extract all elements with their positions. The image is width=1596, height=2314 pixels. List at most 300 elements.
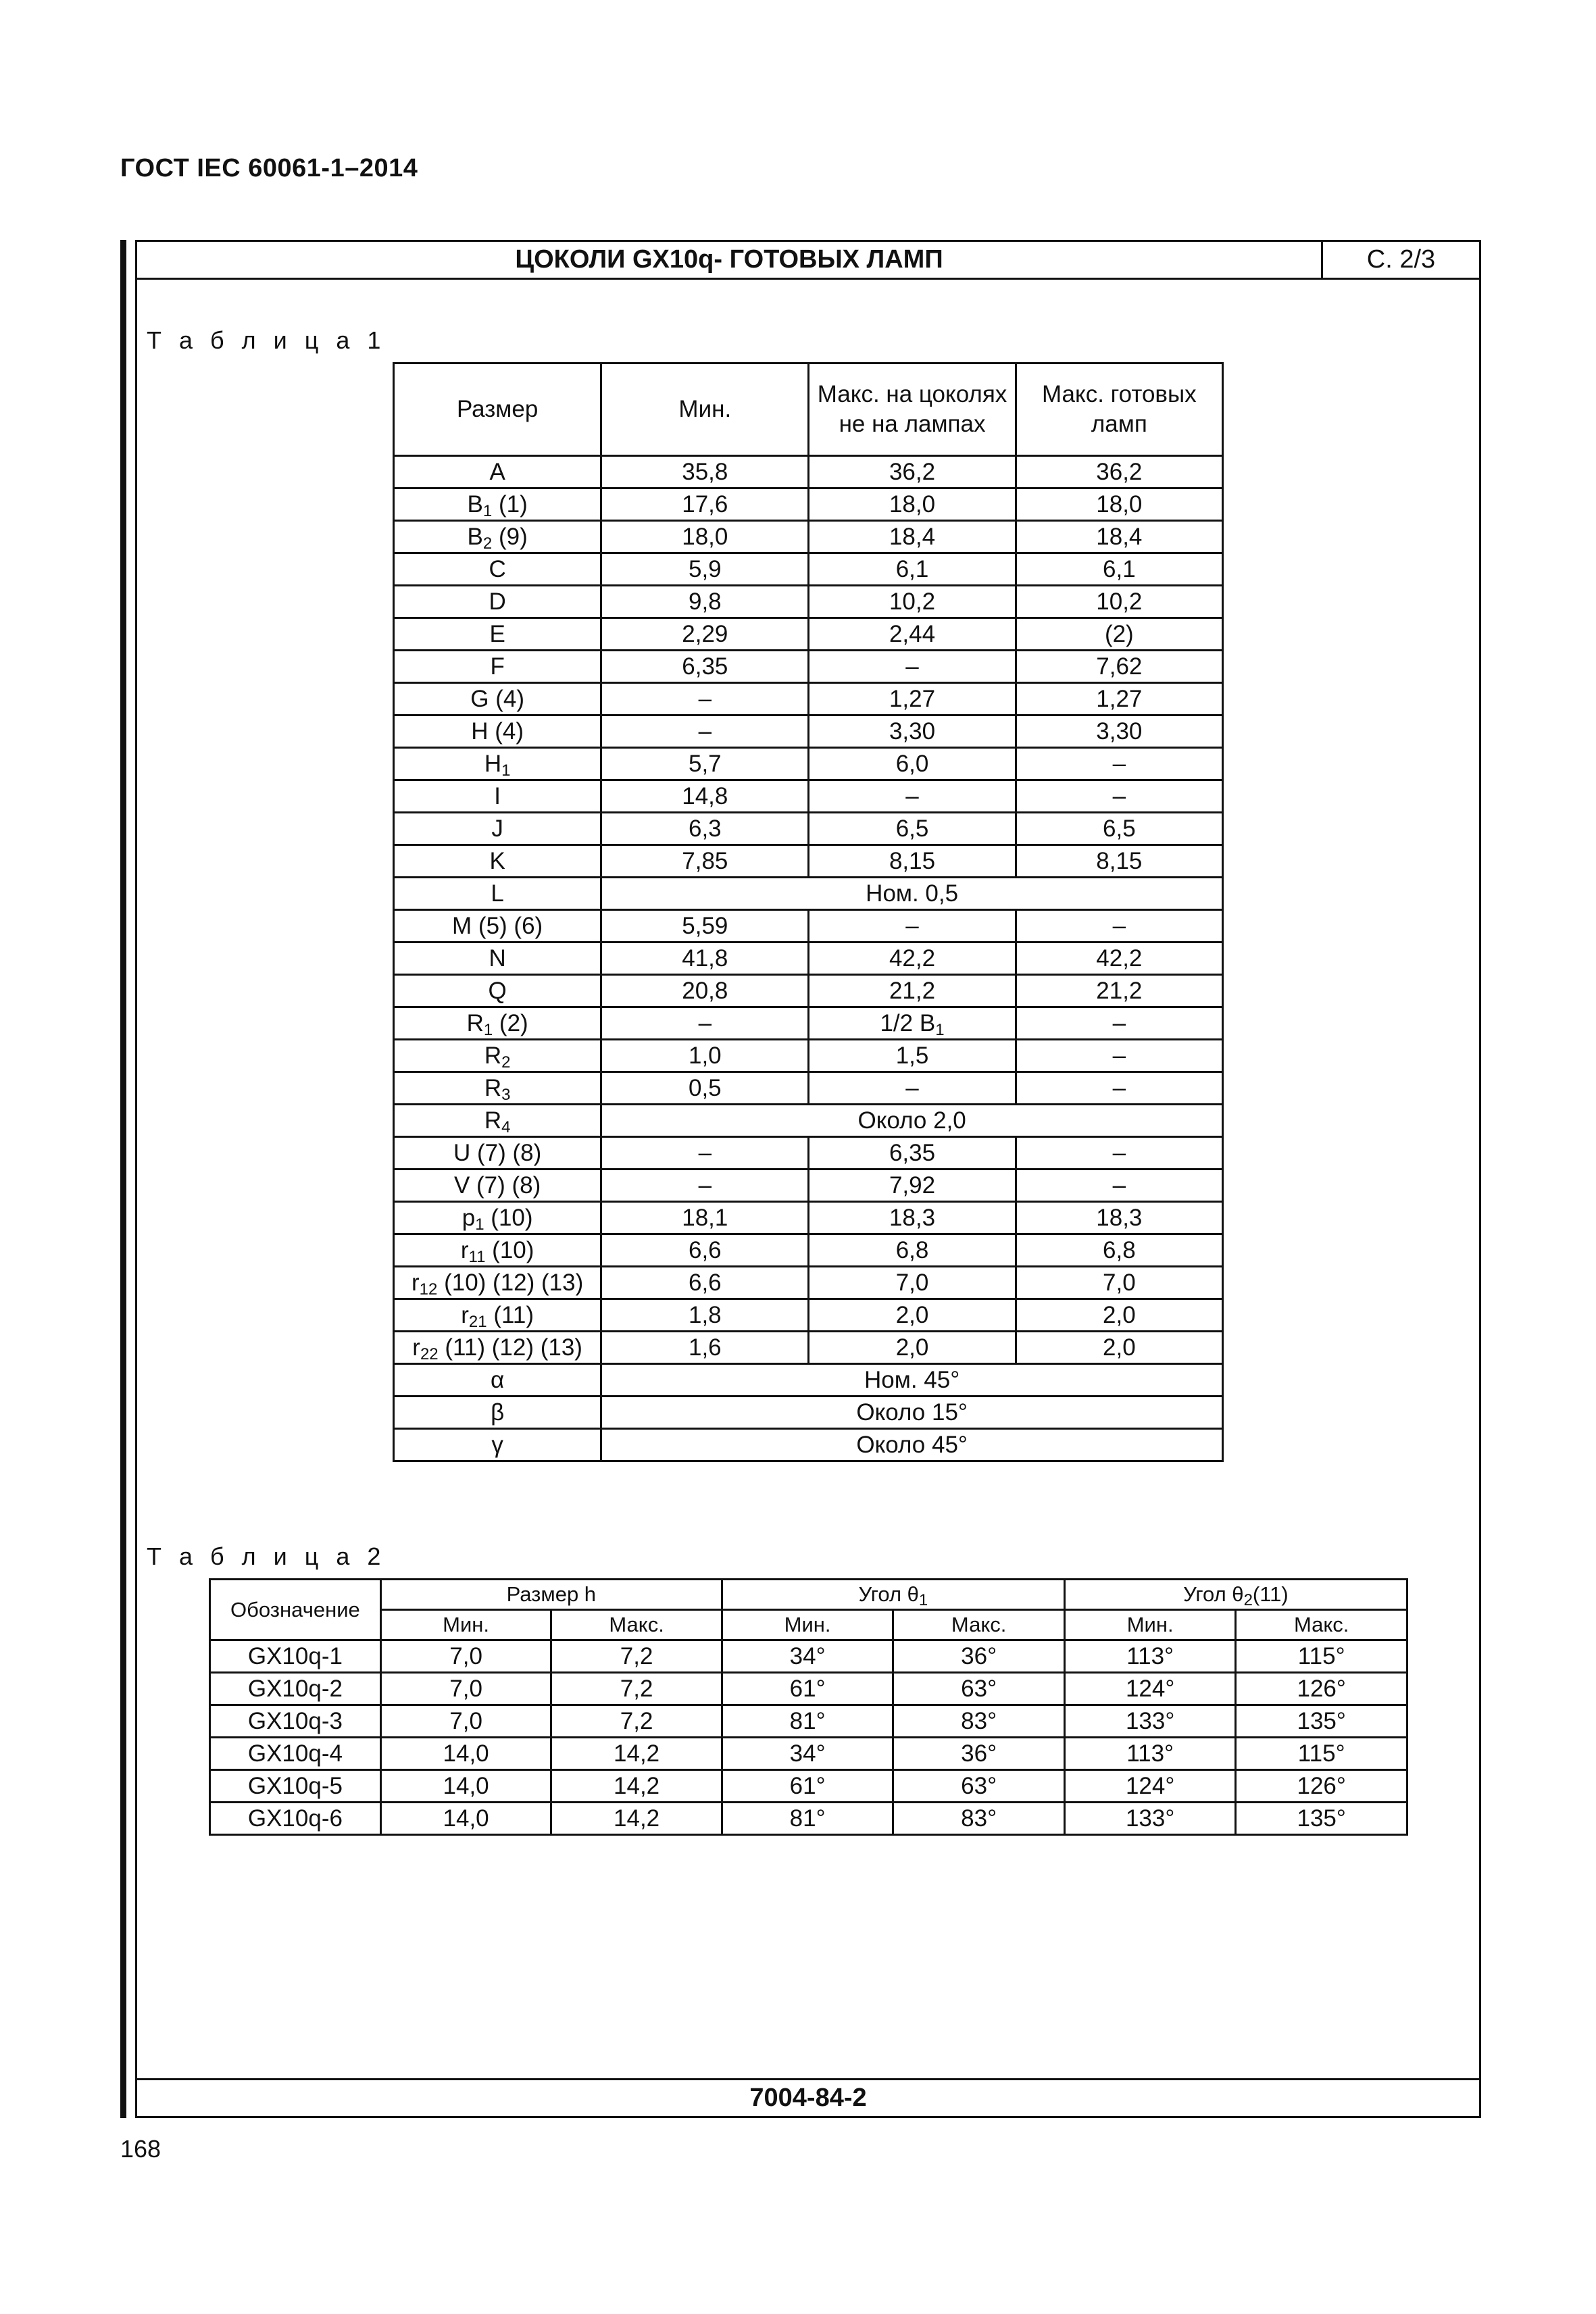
min-cell: 41,8 xyxy=(601,942,809,975)
max-base-value: 1,5 xyxy=(895,1042,929,1069)
max-lamp-cell: 8,15 xyxy=(1016,845,1222,878)
max-lamp-cell: 2,0 xyxy=(1016,1299,1222,1332)
dimension-symbol: H (4) xyxy=(471,718,524,745)
max-lamp-cell: 3,30 xyxy=(1016,715,1222,748)
max-base-cell xyxy=(809,975,1016,1007)
table-row xyxy=(394,488,1223,521)
table-row xyxy=(210,1770,1407,1803)
designation-cell: GX10q-6 xyxy=(210,1803,381,1835)
header-max-base: Макс. на цоколях не на лампах xyxy=(809,363,1016,456)
a2-max-cell: 126° xyxy=(1236,1673,1407,1705)
table2-label: Т а б л и ц а 2 xyxy=(147,1542,386,1570)
max-base-cell xyxy=(809,1267,1016,1299)
a2-max-cell: 115° xyxy=(1236,1738,1407,1770)
max-lamp-cell: 18,3 xyxy=(1016,1202,1222,1234)
dimension-subscript: 3 xyxy=(501,1085,511,1104)
max-base-cell xyxy=(809,715,1016,748)
table-row xyxy=(394,878,1223,910)
table-row xyxy=(394,1332,1223,1364)
a1-max-cell: 83° xyxy=(893,1705,1065,1738)
table-row xyxy=(394,813,1223,845)
subheader-min: Мин. xyxy=(1064,1610,1236,1640)
dimension-cell xyxy=(394,1267,601,1299)
max-base-cell xyxy=(809,553,1016,586)
designation-cell: GX10q-2 xyxy=(210,1673,381,1705)
min-cell: – xyxy=(601,1169,809,1202)
dimension-symbol: r xyxy=(461,1301,469,1328)
max-base-cell xyxy=(809,683,1016,715)
dimension-note: (11) (12) (13) xyxy=(438,1334,582,1361)
dimension-symbol: γ xyxy=(491,1431,503,1458)
dimension-cell xyxy=(394,715,601,748)
max-base-value: 6,1 xyxy=(895,555,929,582)
a1-min-cell: 34° xyxy=(722,1640,893,1673)
min-cell: 6,6 xyxy=(601,1234,809,1267)
h-max-cell: 14,2 xyxy=(551,1770,722,1803)
max-base-cell xyxy=(809,813,1016,845)
max-base-value: 2,44 xyxy=(889,620,936,647)
table-row xyxy=(210,1738,1407,1770)
dimension-cell xyxy=(394,1105,601,1137)
dimension-symbol: C xyxy=(489,555,506,582)
merged-value-cell: Ном. 45° xyxy=(601,1364,1223,1397)
min-cell: – xyxy=(601,1007,809,1040)
dimension-cell xyxy=(394,456,601,488)
table-row xyxy=(394,942,1223,975)
max-base-value: 3,30 xyxy=(889,718,936,745)
angles-table xyxy=(209,1578,1408,1836)
dimension-cell xyxy=(394,1040,601,1072)
dimension-symbol: R xyxy=(466,1009,484,1036)
max-base-cell xyxy=(809,1072,1016,1105)
title-bar xyxy=(137,242,1479,280)
dimension-symbol: H xyxy=(484,750,502,777)
min-cell: 5,9 xyxy=(601,553,809,586)
merged-value-cell: Около 2,0 xyxy=(601,1105,1223,1137)
max-base-cell xyxy=(809,942,1016,975)
min-cell: 6,3 xyxy=(601,813,809,845)
table-row xyxy=(210,1705,1407,1738)
max-lamp-cell: 6,1 xyxy=(1016,553,1222,586)
a2-min-cell: 124° xyxy=(1064,1673,1236,1705)
dimension-subscript: 1 xyxy=(501,761,511,780)
dimension-cell xyxy=(394,748,601,780)
min-cell: 0,5 xyxy=(601,1072,809,1105)
a1-min-cell: 81° xyxy=(722,1803,893,1835)
max-lamp-cell: 7,0 xyxy=(1016,1267,1222,1299)
max-lamp-cell: 1,27 xyxy=(1016,683,1222,715)
table-row xyxy=(394,1267,1223,1299)
max-base-value: 1,27 xyxy=(889,685,936,712)
table-row xyxy=(394,1169,1223,1202)
page-number: 168 xyxy=(120,2135,161,2163)
max-base-cell xyxy=(809,1202,1016,1234)
dimension-symbol: r xyxy=(412,1334,420,1361)
max-base-value: 7,0 xyxy=(895,1269,929,1296)
table-row xyxy=(394,1040,1223,1072)
dimension-symbol: R xyxy=(484,1042,502,1069)
table2-header-row xyxy=(210,1580,1407,1610)
max-base-value: – xyxy=(905,782,919,809)
table-row xyxy=(394,1007,1223,1040)
max-base-cell xyxy=(809,1040,1016,1072)
table-row xyxy=(394,910,1223,942)
max-lamp-cell: – xyxy=(1016,1169,1222,1202)
max-base-value: – xyxy=(905,1074,919,1101)
max-base-value: 18,4 xyxy=(889,523,936,550)
min-cell: 14,8 xyxy=(601,780,809,813)
max-lamp-cell: – xyxy=(1016,1137,1222,1169)
header-min: Мин. xyxy=(601,363,809,456)
max-lamp-cell: 10,2 xyxy=(1016,586,1222,618)
max-lamp-cell: – xyxy=(1016,1072,1222,1105)
min-cell: 2,29 xyxy=(601,618,809,651)
dimension-symbol: r xyxy=(460,1236,469,1263)
max-lamp-cell: – xyxy=(1016,1007,1222,1040)
dimension-symbol: B xyxy=(467,523,483,550)
table2-subheader-row xyxy=(210,1610,1407,1640)
dimension-subscript: 2 xyxy=(501,1053,511,1072)
table-row xyxy=(394,1299,1223,1332)
max-lamp-cell: 7,62 xyxy=(1016,651,1222,683)
table1-label: Т а б л и ц а 1 xyxy=(147,326,386,354)
table-row xyxy=(394,1202,1223,1234)
min-cell: 17,6 xyxy=(601,488,809,521)
change-bar xyxy=(120,240,126,2118)
table-row xyxy=(394,651,1223,683)
max-base-value: 6,35 xyxy=(889,1139,936,1166)
subheader-max: Макс. xyxy=(893,1610,1065,1640)
dimension-cell xyxy=(394,1072,601,1105)
dimension-cell xyxy=(394,521,601,553)
table-row xyxy=(394,456,1223,488)
max-base-value: 6,8 xyxy=(895,1236,929,1263)
max-lamp-cell: (2) xyxy=(1016,618,1222,651)
dimension-subscript: 21 xyxy=(468,1312,487,1331)
dimension-cell xyxy=(394,683,601,715)
dimension-subscript: 4 xyxy=(501,1117,511,1136)
dimension-cell xyxy=(394,975,601,1007)
max-base-cell xyxy=(809,1007,1016,1040)
dimension-note: (11) xyxy=(487,1301,534,1328)
dimension-cell xyxy=(394,651,601,683)
min-cell: – xyxy=(601,715,809,748)
dimension-symbol: J xyxy=(491,815,503,842)
max-base-cell xyxy=(809,910,1016,942)
min-cell: – xyxy=(601,1137,809,1169)
dimension-symbol: β xyxy=(491,1399,505,1426)
max-base-cell xyxy=(809,651,1016,683)
subheader-min: Мин. xyxy=(722,1610,893,1640)
dimension-cell xyxy=(394,1332,601,1364)
min-cell: 6,6 xyxy=(601,1267,809,1299)
dimension-symbol: K xyxy=(489,847,505,874)
table-row xyxy=(394,748,1223,780)
table-row xyxy=(394,780,1223,813)
table-row xyxy=(210,1803,1407,1835)
max-base-cell xyxy=(809,748,1016,780)
h-max-cell: 7,2 xyxy=(551,1640,722,1673)
sheet-title: ЦОКОЛИ GX10q- ГОТОВЫХ ЛАМП xyxy=(515,245,943,274)
max-base-cell xyxy=(809,456,1016,488)
dimension-cell xyxy=(394,845,601,878)
table-row xyxy=(394,521,1223,553)
dimension-cell xyxy=(394,1364,601,1397)
dimension-symbol: L xyxy=(491,880,504,907)
max-base-cell xyxy=(809,1299,1016,1332)
h-max-cell: 14,2 xyxy=(551,1738,722,1770)
a1-max-cell: 63° xyxy=(893,1673,1065,1705)
max-lamp-cell: 42,2 xyxy=(1016,942,1222,975)
min-cell: 6,35 xyxy=(601,651,809,683)
table-row xyxy=(394,1234,1223,1267)
table-row xyxy=(394,715,1223,748)
h-min-cell: 7,0 xyxy=(380,1705,551,1738)
h-min-cell: 7,0 xyxy=(380,1673,551,1705)
max-base-value: 8,15 xyxy=(889,847,936,874)
max-lamp-cell: – xyxy=(1016,1040,1222,1072)
dimension-cell xyxy=(394,1397,601,1429)
a2-min-cell: 133° xyxy=(1064,1803,1236,1835)
dimension-subscript: 12 xyxy=(419,1280,438,1299)
dimension-note: (10) xyxy=(485,1236,534,1263)
dimensions-table xyxy=(393,362,1224,1462)
max-base-value: 6,0 xyxy=(895,750,929,777)
dimension-symbol: I xyxy=(494,782,501,809)
a2-max-cell: 135° xyxy=(1236,1803,1407,1835)
a2-max-cell: 135° xyxy=(1236,1705,1407,1738)
merged-value-cell: Ном. 0,5 xyxy=(601,878,1223,910)
min-cell: – xyxy=(601,683,809,715)
a2-min-cell: 113° xyxy=(1064,1640,1236,1673)
header-size-h: Размер h xyxy=(380,1580,722,1610)
dimension-symbol: U (7) (8) xyxy=(453,1139,542,1166)
table-row xyxy=(394,845,1223,878)
dimension-symbol: G (4) xyxy=(470,685,524,712)
a1-min-cell: 81° xyxy=(722,1705,893,1738)
max-lamp-cell: 6,5 xyxy=(1016,813,1222,845)
header-angle2: Угол $\theta_2(11)$ xyxy=(1064,1580,1407,1610)
dimension-cell xyxy=(394,618,601,651)
dimension-cell xyxy=(394,1202,601,1234)
min-cell: 5,7 xyxy=(601,748,809,780)
dimension-cell xyxy=(394,780,601,813)
max-lamp-cell: 2,0 xyxy=(1016,1332,1222,1364)
a1-min-cell: 34° xyxy=(722,1738,893,1770)
table-row xyxy=(394,975,1223,1007)
dimension-cell xyxy=(394,813,601,845)
dimension-symbol: R xyxy=(484,1074,502,1101)
max-lamp-cell: – xyxy=(1016,748,1222,780)
header-max-lamp: Макс. готовых ламп xyxy=(1016,363,1222,456)
dimension-subscript: 22 xyxy=(420,1344,439,1363)
min-cell: 20,8 xyxy=(601,975,809,1007)
dimension-symbol: D xyxy=(489,588,506,615)
h-min-cell: 7,0 xyxy=(380,1640,551,1673)
dimension-subscript: 1 xyxy=(483,1020,493,1039)
header-designation: Обозначение xyxy=(210,1580,381,1640)
h-max-cell: 7,2 xyxy=(551,1705,722,1738)
h-max-cell: 7,2 xyxy=(551,1673,722,1705)
max-base-value: 21,2 xyxy=(889,977,936,1004)
dimension-symbol: R xyxy=(484,1107,502,1134)
dimension-subscript: 1 xyxy=(475,1215,484,1234)
max-base-value: – xyxy=(905,653,919,680)
designation-cell: GX10q-4 xyxy=(210,1738,381,1770)
max-base-cell xyxy=(809,521,1016,553)
max-base-value: 2,0 xyxy=(895,1301,929,1328)
min-cell: 9,8 xyxy=(601,586,809,618)
merged-value-cell: Около 45° xyxy=(601,1429,1223,1461)
max-base-cell xyxy=(809,618,1016,651)
min-cell: 35,8 xyxy=(601,456,809,488)
max-lamp-cell: 36,2 xyxy=(1016,456,1222,488)
dimension-cell xyxy=(394,488,601,521)
table-row xyxy=(394,1429,1223,1461)
dimension-symbol: α xyxy=(491,1366,505,1393)
table-row xyxy=(394,1364,1223,1397)
table-row xyxy=(394,618,1223,651)
dimension-note: (1) xyxy=(492,491,528,518)
dimension-note: (10) (12) (13) xyxy=(437,1269,584,1296)
min-cell: 1,0 xyxy=(601,1040,809,1072)
table-row xyxy=(210,1640,1407,1673)
a2-max-cell: 126° xyxy=(1236,1770,1407,1803)
dimension-symbol: B xyxy=(467,491,483,518)
table1-header-row xyxy=(394,363,1223,456)
max-lamp-cell: – xyxy=(1016,780,1222,813)
dimension-symbol: M (5) (6) xyxy=(452,912,543,939)
table-row xyxy=(394,683,1223,715)
a1-min-cell: 61° xyxy=(722,1673,893,1705)
header-size: Размер xyxy=(394,363,601,456)
designation-cell: GX10q-3 xyxy=(210,1705,381,1738)
h-min-cell: 14,0 xyxy=(380,1738,551,1770)
min-cell: 7,85 xyxy=(601,845,809,878)
table-row xyxy=(394,586,1223,618)
designation-cell: GX10q-5 xyxy=(210,1770,381,1803)
max-base-subscript: 1 xyxy=(935,1020,945,1039)
max-lamp-cell: – xyxy=(1016,910,1222,942)
dimension-cell xyxy=(394,1137,601,1169)
dimension-cell xyxy=(394,878,601,910)
max-base-value: 1/2 B xyxy=(880,1009,936,1036)
dimension-cell xyxy=(394,1007,601,1040)
table-row xyxy=(394,1137,1223,1169)
table-row xyxy=(394,1397,1223,1429)
table-row xyxy=(394,1105,1223,1137)
dimension-symbol: p xyxy=(462,1204,476,1231)
table-row xyxy=(394,1072,1223,1105)
h-max-cell: 14,2 xyxy=(551,1803,722,1835)
a1-min-cell: 61° xyxy=(722,1770,893,1803)
dimension-cell xyxy=(394,553,601,586)
dimension-note: (9) xyxy=(492,523,528,550)
dimension-cell xyxy=(394,942,601,975)
h-min-cell: 14,0 xyxy=(380,1803,551,1835)
dimension-cell xyxy=(394,1169,601,1202)
header-angle1: Угол $\theta_1$ xyxy=(722,1580,1064,1610)
dimension-symbol: N xyxy=(489,945,506,972)
dimension-subscript: 2 xyxy=(482,534,493,553)
max-base-value: 18,3 xyxy=(889,1204,936,1231)
subheader-max: Макс. xyxy=(551,1610,722,1640)
dimension-symbol: F xyxy=(490,653,505,680)
max-base-cell xyxy=(809,780,1016,813)
dimension-note: (2) xyxy=(493,1009,528,1036)
sheet-frame xyxy=(135,240,1481,2118)
max-base-value: 36,2 xyxy=(889,458,936,485)
dimension-symbol: V (7) (8) xyxy=(453,1172,541,1199)
max-lamp-cell: 18,0 xyxy=(1016,488,1222,521)
a2-max-cell: 115° xyxy=(1236,1640,1407,1673)
max-base-value: 18,0 xyxy=(889,491,936,518)
max-base-value: – xyxy=(905,912,919,939)
max-base-cell xyxy=(809,845,1016,878)
a1-max-cell: 36° xyxy=(893,1738,1065,1770)
max-lamp-cell: 6,8 xyxy=(1016,1234,1222,1267)
dimension-symbol: Q xyxy=(488,977,507,1004)
h-min-cell: 14,0 xyxy=(380,1770,551,1803)
max-base-cell xyxy=(809,1169,1016,1202)
max-base-cell xyxy=(809,1234,1016,1267)
a2-min-cell: 124° xyxy=(1064,1770,1236,1803)
max-base-cell xyxy=(809,1137,1016,1169)
max-base-value: 7,92 xyxy=(889,1172,936,1199)
dimension-note: (10) xyxy=(484,1204,533,1231)
max-lamp-cell: 18,4 xyxy=(1016,521,1222,553)
sheet-code: 7004-84-2 xyxy=(137,2078,1479,2116)
a1-max-cell: 36° xyxy=(893,1640,1065,1673)
a1-max-cell: 83° xyxy=(893,1803,1065,1835)
dimension-cell xyxy=(394,1429,601,1461)
sheet-page-ref: С. 2/3 xyxy=(1321,242,1479,278)
min-cell: 1,6 xyxy=(601,1332,809,1364)
dimension-cell xyxy=(394,910,601,942)
table-row xyxy=(210,1673,1407,1705)
dimension-subscript: 1 xyxy=(482,501,493,520)
designation-cell: GX10q-1 xyxy=(210,1640,381,1673)
a1-max-cell: 63° xyxy=(893,1770,1065,1803)
subheader-min: Мин. xyxy=(380,1610,551,1640)
dimension-symbol: E xyxy=(489,620,505,647)
min-cell: 18,0 xyxy=(601,521,809,553)
min-cell: 18,1 xyxy=(601,1202,809,1234)
dimension-cell xyxy=(394,586,601,618)
merged-value-cell: Около 15° xyxy=(601,1397,1223,1429)
subheader-max: Макс. xyxy=(1236,1610,1407,1640)
dimension-symbol: r xyxy=(412,1269,420,1296)
document-header: ГОСТ IEC 60061-1–2014 xyxy=(120,154,418,182)
max-base-value: 42,2 xyxy=(889,945,936,972)
min-cell: 1,8 xyxy=(601,1299,809,1332)
max-base-cell xyxy=(809,586,1016,618)
max-base-value: 6,5 xyxy=(895,815,929,842)
dimension-cell xyxy=(394,1299,601,1332)
max-base-cell xyxy=(809,488,1016,521)
table-row xyxy=(394,553,1223,586)
max-base-value: 2,0 xyxy=(895,1334,929,1361)
dimension-cell xyxy=(394,1234,601,1267)
max-base-cell xyxy=(809,1332,1016,1364)
max-lamp-cell: 21,2 xyxy=(1016,975,1222,1007)
a2-min-cell: 133° xyxy=(1064,1705,1236,1738)
dimension-symbol: A xyxy=(489,458,505,485)
dimension-subscript: 11 xyxy=(468,1247,486,1266)
min-cell: 5,59 xyxy=(601,910,809,942)
a2-min-cell: 113° xyxy=(1064,1738,1236,1770)
max-base-value: 10,2 xyxy=(889,588,936,615)
